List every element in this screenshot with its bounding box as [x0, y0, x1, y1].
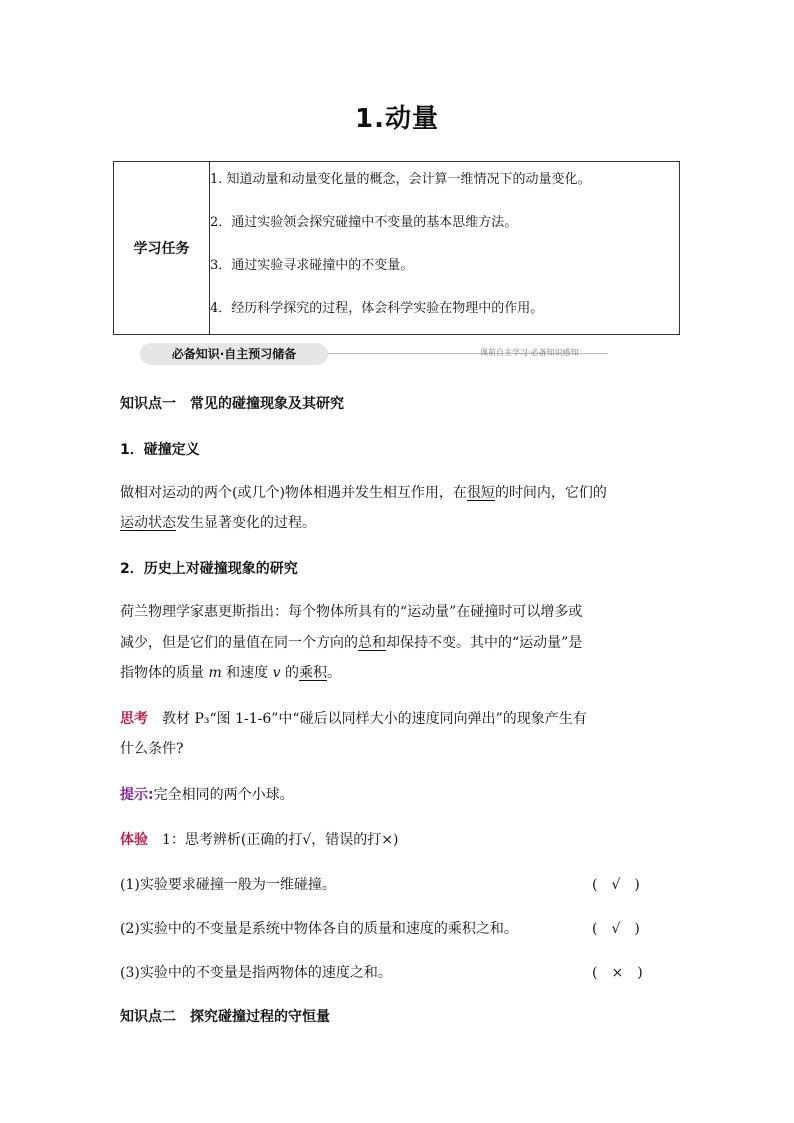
blank-answer: 总和	[358, 635, 386, 651]
task-item: 1. 知道动量和动量变化量的概念，会计算一维情况下的动量变化。	[210, 172, 591, 187]
hint-line	[120, 784, 294, 804]
symbol-m: m	[208, 665, 222, 681]
banner-note: 课前自主学习·必备知识感知	[480, 348, 579, 357]
kp1-s2-line3	[120, 662, 341, 682]
blank-answer: 很短	[466, 485, 495, 501]
kp1-s1-line2	[120, 512, 316, 532]
kp1-s1-heading: 1．碰撞定义	[120, 442, 200, 458]
kp1-s2-line2	[120, 632, 582, 652]
text: 的时间内，它们的	[494, 485, 607, 501]
kp1-heading: 知识点一 常见的碰撞现象及其研究	[120, 396, 344, 412]
text: 完全相同的两个小球。	[153, 787, 294, 803]
text: 做相对运动的两个(或几个)物体相遇并发生相互作用，在	[120, 485, 467, 501]
blank-answer: 乘积	[299, 665, 328, 681]
symbol-v: v	[272, 665, 281, 681]
learning-tasks-table	[113, 161, 680, 335]
think-label: 思考	[120, 711, 148, 727]
kp2-heading: 知识点二 探究碰撞过程的守恒量	[120, 1009, 330, 1025]
text: 的	[280, 665, 300, 681]
kp1-s2-heading: 2．历史上对碰撞现象的研究	[120, 561, 298, 577]
text: 1：思考辨析(正确的打√，错误的打×)	[162, 832, 399, 848]
text: 却保持不变。其中的“运动量”是	[386, 635, 583, 651]
task-item: 3．通过实验寻求碰撞中的不变量。	[210, 258, 414, 273]
text: 减少，但是它们的量值在同一个方向的	[120, 635, 358, 651]
exp-mark: ( √ )	[592, 877, 640, 893]
text: 指物体的质量	[120, 665, 209, 681]
kp1-s1-line1	[120, 482, 607, 502]
exp-line	[120, 829, 398, 849]
text: 发生显著变化的过程。	[176, 515, 316, 531]
blank-answer: 运动状态	[120, 515, 176, 531]
text: 教材 P₃“图 1-1-6”中“碰后以同样大小的速度同向弹出”的现象产生有	[162, 711, 587, 727]
think-line2: 什么条件?	[120, 741, 184, 757]
section-banner: 必备知识·自主预习储备	[140, 343, 328, 365]
exp-item: (3)实验中的不变量是指两物体的速度之和。	[120, 965, 392, 981]
task-item: 4．经历科学探究的过程，体会科学实验在物理中的作用。	[210, 301, 544, 316]
kp1-s2-line1: 荷兰物理学家惠更斯指出：每个物体所具有的“运动量”在碰撞时可以增多或	[120, 604, 583, 620]
exp-item: (1)实验要求碰撞一般为一维碰撞。	[120, 877, 336, 893]
text: 。	[327, 665, 342, 681]
learning-tasks-list	[210, 162, 680, 335]
task-item: 2．通过实验领会探究碰撞中不变量的基本思维方法。	[210, 215, 518, 230]
text: 和速度	[221, 665, 273, 681]
page-title: 1.动量	[355, 104, 439, 134]
think-line1	[120, 708, 587, 728]
exp-mark: ( × )	[592, 965, 643, 981]
hint-label: 提示:	[120, 787, 154, 803]
exp-item: (2)实验中的不变量是系统中物体各自的质量和速度的乘积之和。	[120, 921, 518, 937]
exp-label: 体验	[120, 832, 148, 848]
exp-mark: ( √ )	[592, 921, 640, 937]
learning-tasks-label: 学习任务	[114, 162, 210, 335]
